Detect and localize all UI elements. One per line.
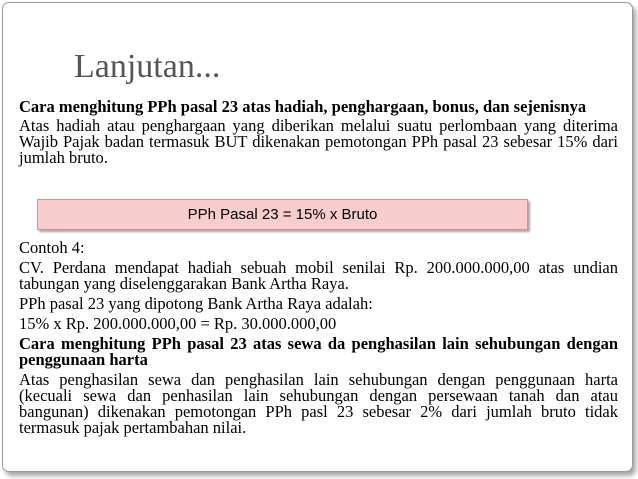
section-sewa-body: Atas penghasilan sewa dan penghasilan lain sehubungan dengan penggunaan harta (kecuali sewa dan penhasilan lain sehubungan dengan persewaan tanah dan atau bangunan) dikenakan pemotongan PPh pasl 23 sebesar 2% dari jumlah bruto tidak termasuk pajak pertambahan nilai. bbox=[19, 370, 618, 437]
example-label: Contoh 4: bbox=[19, 238, 85, 257]
formula-box: PPh Pasal 23 = 15% x Bruto bbox=[37, 199, 528, 230]
example-line-1: CV. Perdana mendapat hadiah sebuah mobil senilai Rp. 200.000.000,00 atas undian tabungan yang diselenggarakan Bank Artha Raya. bbox=[19, 258, 618, 293]
section-hadiah-heading: Cara menghitung PPh pasal 23 atas hadiah, penghargaan, bonus, dan sejenisnya bbox=[19, 97, 587, 116]
example-and-section-sewa bbox=[19, 240, 618, 441]
section-hadiah-body: Atas hadiah atau penghargaan yang diberikan melalui suatu perlombaan yang diterima Wajib Pajak badan termasuk BUT dikenakan pemotongan PPh pasal 23 sebesar 15% dari jumlah bruto. bbox=[19, 116, 618, 167]
example-line-2: PPh pasal 23 yang dipotong Bank Artha Raya adalah: bbox=[19, 294, 373, 313]
example-line-3: 15% x Rp. 200.000.000,00 = Rp. 30.000.000,00 bbox=[19, 314, 337, 333]
section-hadiah bbox=[19, 99, 618, 169]
section-sewa-heading: Cara menghitung PPh pasal 23 atas sewa da penghasilan lain sehubungan dengan penggunaan harta bbox=[19, 334, 618, 369]
slide-title: Lanjutan... bbox=[74, 48, 221, 85]
